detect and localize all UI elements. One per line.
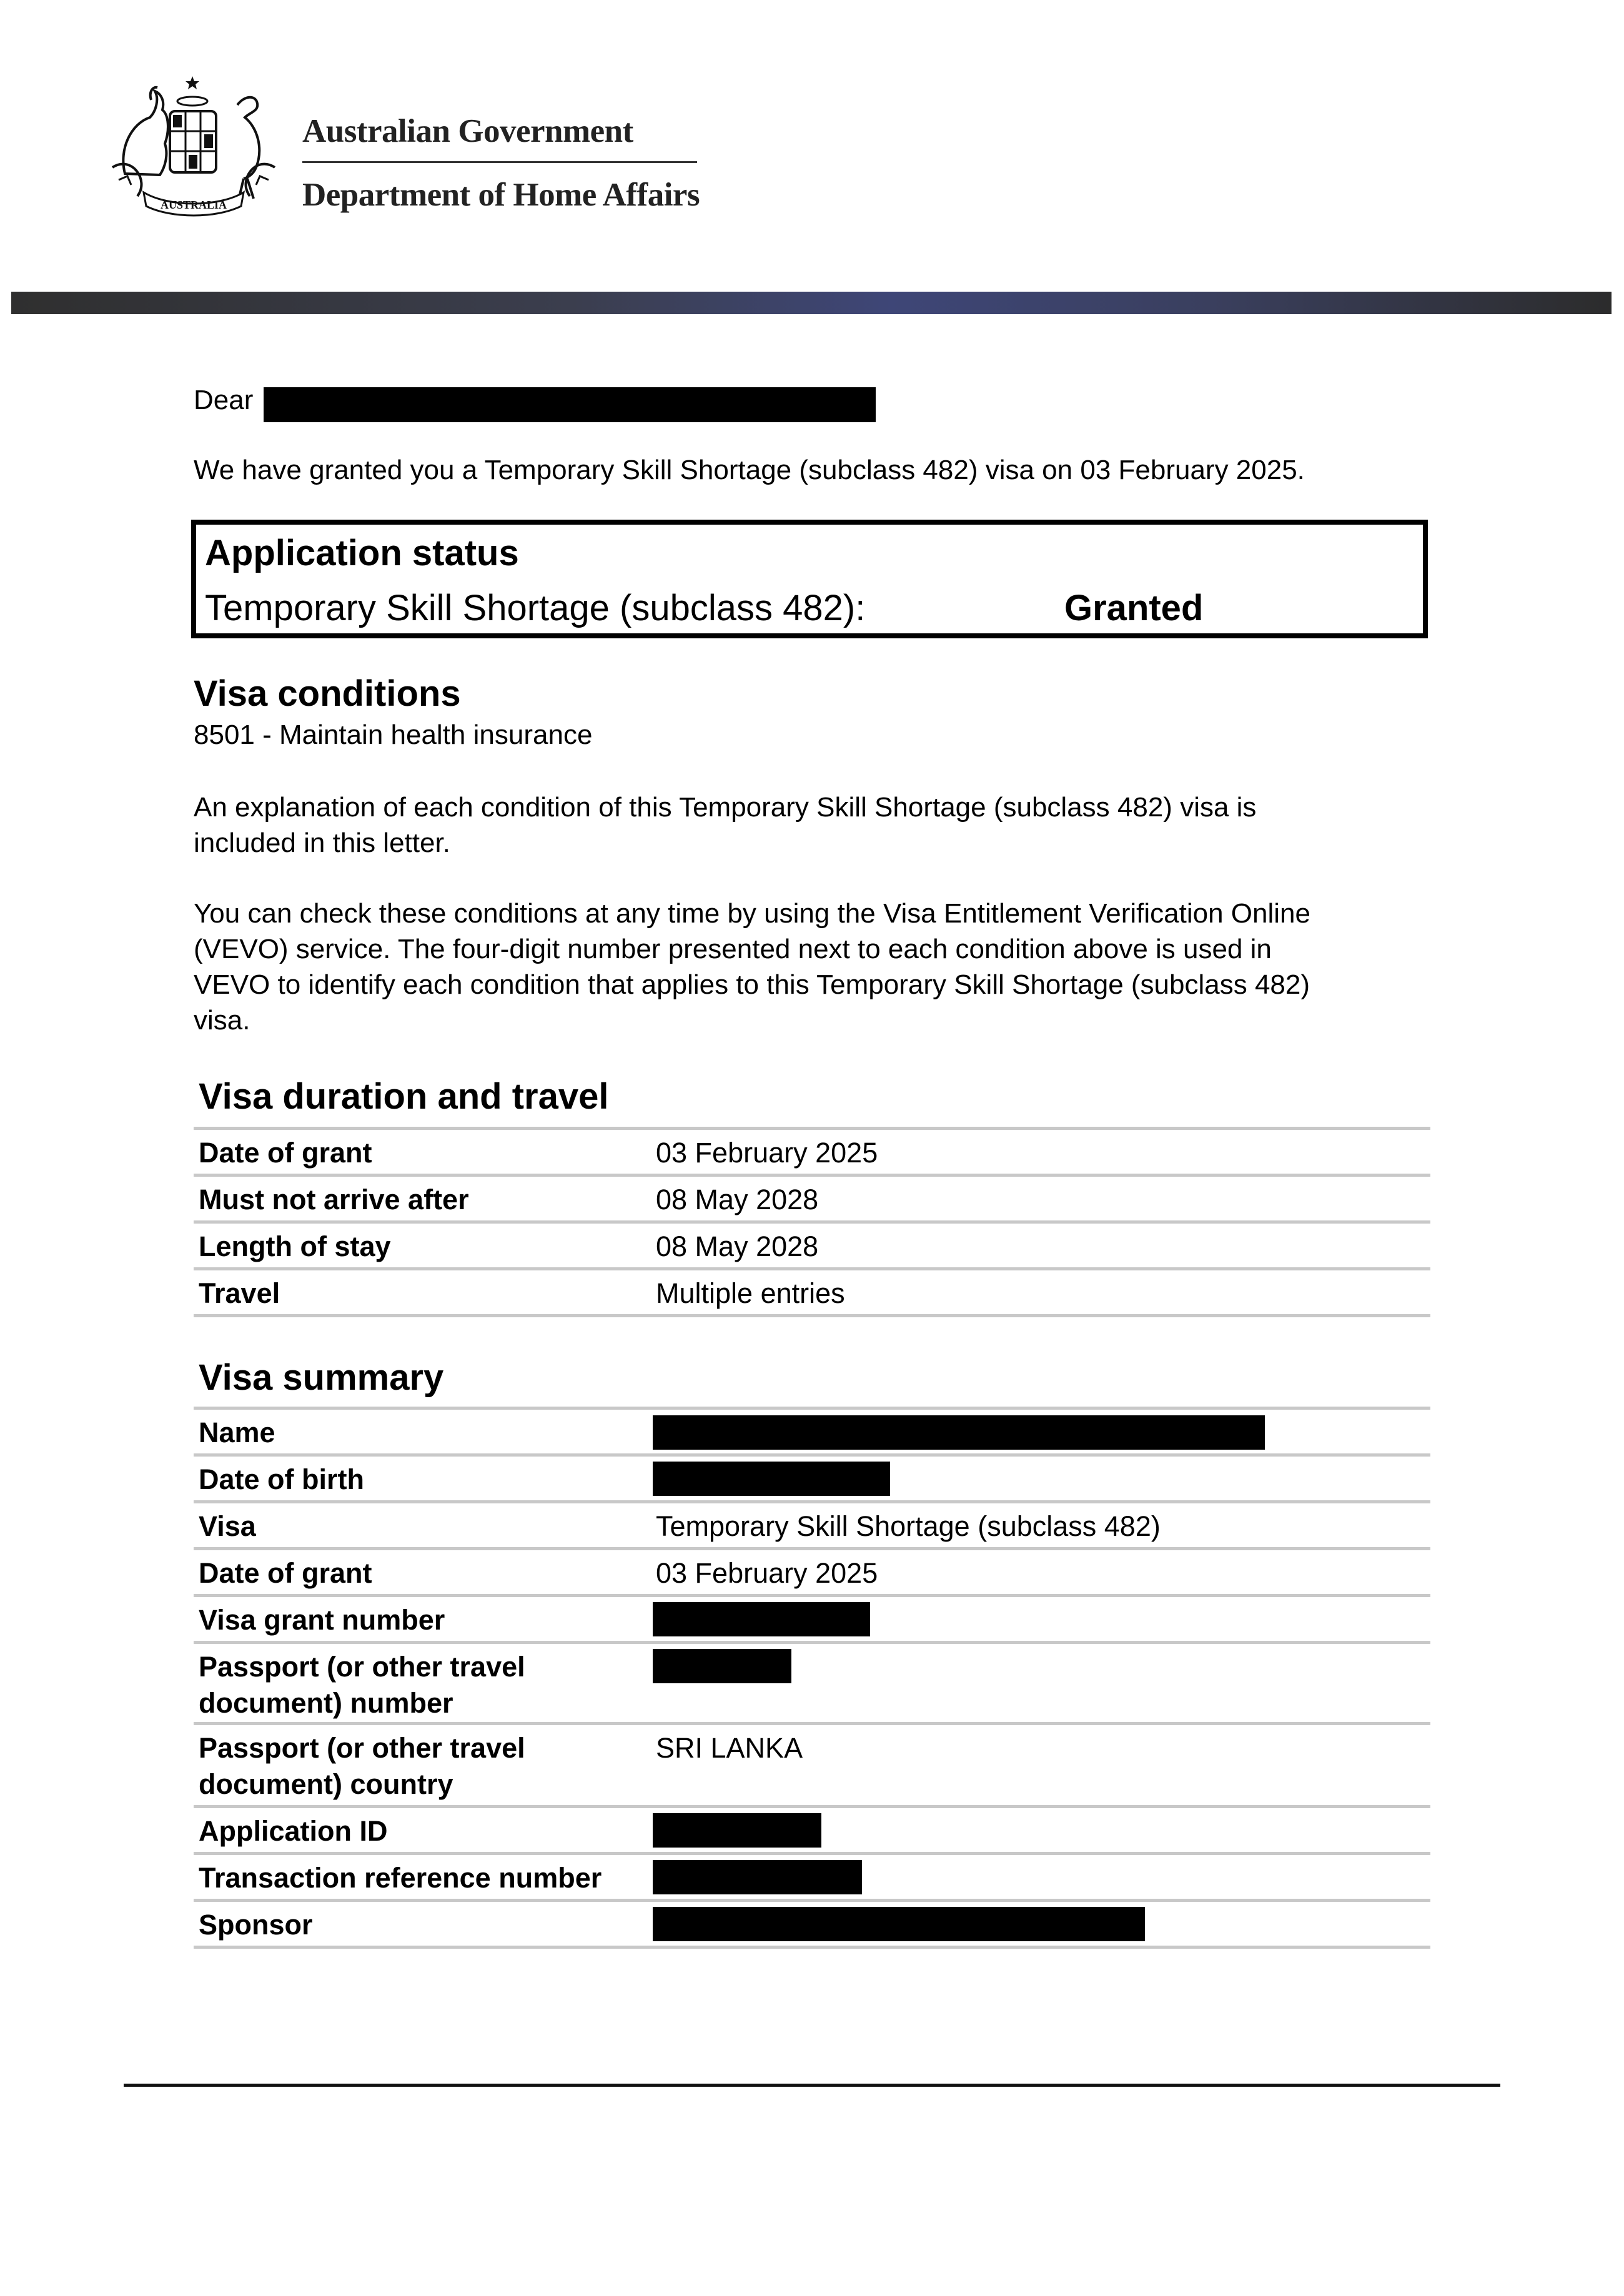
coat-of-arms-icon <box>100 74 287 221</box>
application-status-label: Temporary Skill Shortage (subclass 482): <box>205 588 866 628</box>
application-status-box <box>191 520 1428 638</box>
row-value: 08 May 2028 <box>656 1230 819 1262</box>
table-row <box>194 1267 1430 1317</box>
footer-divider <box>124 2084 1500 2087</box>
row-value: 03 February 2025 <box>656 1557 878 1589</box>
row-label: Travel <box>199 1277 280 1309</box>
grant-intro: We have granted you a Temporary Skill Shortage (subclass 482) visa on 03 February 2025. <box>194 455 1305 485</box>
visa-conditions-heading: Visa conditions <box>194 673 461 714</box>
row-label: Date of grant <box>199 1137 372 1169</box>
row-label: Name <box>199 1417 275 1448</box>
redacted-value <box>653 1415 1265 1450</box>
table-row <box>194 1805 1430 1852</box>
row-value: Temporary Skill Shortage (subclass 482) <box>656 1510 1161 1542</box>
row-value: Multiple entries <box>656 1277 845 1309</box>
vevo-paragraph-line-2: (VEVO) service. The four-digit number presented next to each condition above is used in <box>194 934 1272 964</box>
visa-condition-item: 8501 - Maintain health insurance <box>194 720 593 750</box>
table-row <box>194 1641 1430 1722</box>
redacted-value <box>653 1462 890 1496</box>
table-row <box>194 1127 1430 1174</box>
table-row <box>194 1453 1430 1500</box>
row-label: Sponsor <box>199 1909 313 1941</box>
header-band <box>11 292 1612 314</box>
redacted-value <box>653 1907 1145 1941</box>
redacted-value <box>653 1649 791 1683</box>
application-status-value: Granted <box>1064 588 1204 628</box>
row-label: Length of stay <box>199 1230 391 1262</box>
header-divider <box>302 161 697 163</box>
row-label: Visa <box>199 1510 256 1542</box>
table-row <box>194 1547 1430 1594</box>
table-row <box>194 1899 1430 1949</box>
table-row <box>194 1722 1430 1805</box>
row-label: Date of birth <box>199 1463 364 1495</box>
row-value: 08 May 2028 <box>656 1184 819 1215</box>
vevo-paragraph-line-3: VEVO to identify each condition that applies to this Temporary Skill Shortage (subclass 482) <box>194 969 1310 1000</box>
vevo-paragraph-line-1: You can check these conditions at any time by using the Visa Entitlement Verification Online <box>194 898 1310 929</box>
table-row <box>194 1852 1430 1899</box>
row-label: Must not arrive after <box>199 1184 469 1215</box>
row-value: SRI LANKA <box>656 1732 803 1764</box>
redacted-value <box>653 1813 821 1848</box>
row-label: Transaction reference number <box>199 1862 602 1894</box>
table-row <box>194 1220 1430 1267</box>
application-status-title: Application status <box>205 533 519 573</box>
svg-text:AUSTRALIA: AUSTRALIA <box>160 199 227 211</box>
table-row <box>194 1500 1430 1547</box>
redacted-recipient-name <box>264 387 876 422</box>
department-name: Department of Home Affairs <box>302 177 700 213</box>
conditions-explanation-line-1: An explanation of each condition of this Temporary Skill Shortage (subclass 482) visa is <box>194 792 1257 823</box>
letterhead <box>0 0 1624 294</box>
row-value: 03 February 2025 <box>656 1137 878 1169</box>
row-label: Passport (or other travel document) number <box>199 1651 525 1719</box>
visa-summary-table <box>194 1407 1430 1949</box>
row-label: Application ID <box>199 1815 388 1847</box>
table-row <box>194 1174 1430 1220</box>
conditions-explanation-line-2: included in this letter. <box>194 828 450 858</box>
row-label: Date of grant <box>199 1557 372 1589</box>
row-label: Passport (or other travel document) country <box>199 1732 525 1800</box>
table-row <box>194 1407 1430 1453</box>
row-label: Visa grant number <box>199 1604 445 1636</box>
redacted-value <box>653 1860 862 1894</box>
visa-summary-heading: Visa summary <box>199 1357 444 1398</box>
salutation: Dear <box>194 385 254 415</box>
government-name: Australian Government <box>302 113 633 149</box>
visa-duration-heading: Visa duration and travel <box>199 1076 609 1117</box>
table-row <box>194 1594 1430 1641</box>
redacted-value <box>653 1602 870 1636</box>
visa-duration-table <box>194 1127 1430 1317</box>
vevo-paragraph-line-4: visa. <box>194 1005 250 1036</box>
